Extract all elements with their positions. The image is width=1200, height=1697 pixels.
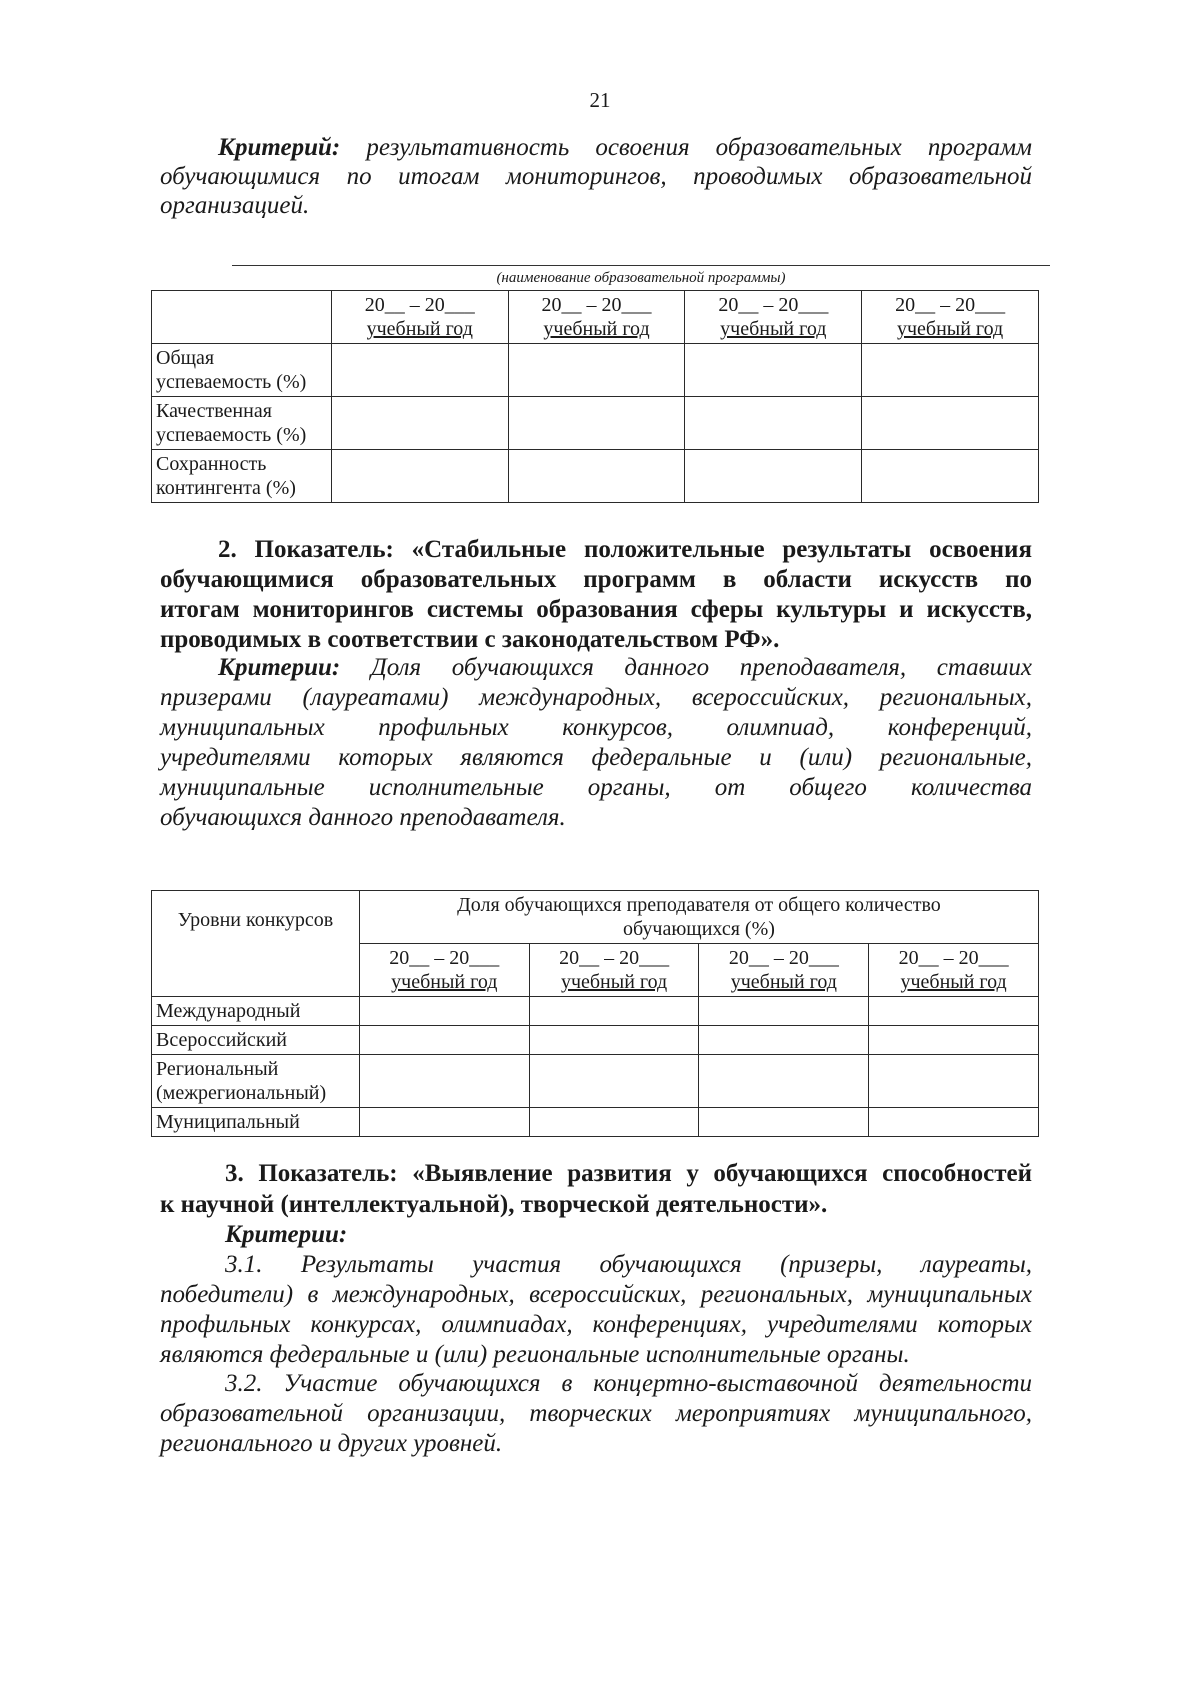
table-row — [152, 1055, 1039, 1108]
row-label-cell: Всероссийский — [152, 1026, 360, 1055]
data-cell — [508, 344, 685, 397]
data-cell — [862, 397, 1039, 450]
section3-heading — [160, 1158, 1032, 1220]
data-cell — [699, 997, 869, 1026]
criteria-line — [160, 653, 1032, 683]
year-header-cell: 20__ – 20___ учебный год — [359, 944, 529, 997]
row-label-cell: Муниципальный — [152, 1108, 360, 1137]
data-cell — [869, 997, 1039, 1026]
row-label-cell: Международный — [152, 997, 360, 1026]
item-line: профильных конкурсах, олимпиадах, конференциях, учредителями которых — [160, 1311, 1032, 1338]
data-cell — [699, 1108, 869, 1137]
program-name-caption: (наименование образовательной программы) — [496, 270, 786, 286]
table-row — [152, 1026, 1039, 1055]
criteria-line-text: Доля обучающихся данного преподавателя, ставших — [370, 654, 1032, 681]
data-cell — [869, 1026, 1039, 1055]
item-line: 3.2. Участие обучающихся в концертно-выставочной деятельности — [225, 1370, 1032, 1397]
data-cell — [529, 1108, 699, 1137]
table-row — [152, 450, 1039, 503]
year-header-cell: 20__ – 20___ учебный год — [508, 291, 685, 344]
data-cell — [359, 997, 529, 1026]
table-row — [152, 397, 1039, 450]
data-cell — [359, 1026, 529, 1055]
section2-heading-line: проводимых в соответствии с законодательством РФ». — [160, 626, 780, 653]
item-line: регионального и других уровней. — [160, 1430, 503, 1457]
results-table — [151, 290, 1039, 503]
section2-heading-line: 2. Показатель: «Стабильные положительные результаты освоения — [218, 536, 1032, 563]
section2-criteria — [160, 653, 1032, 833]
criterion1-line1-text: результативность освоения образовательных программ — [366, 134, 1032, 161]
year-header-cell: 20__ – 20___ учебный год — [331, 291, 508, 344]
table-header-row — [152, 291, 1039, 344]
program-name-line — [232, 265, 1050, 266]
year-header-cell: 20__ – 20___ учебный год — [869, 944, 1039, 997]
data-cell — [862, 450, 1039, 503]
data-cell — [331, 450, 508, 503]
data-cell — [529, 1026, 699, 1055]
table-row — [152, 1108, 1039, 1137]
section3-heading-line: 3. Показатель: «Выявление развития у обучающихся способностей — [225, 1160, 1032, 1187]
data-cell — [359, 1108, 529, 1137]
data-cell — [331, 397, 508, 450]
criterion1-text — [160, 133, 1032, 220]
row-label-cell: Качественная успеваемость (%) — [152, 397, 332, 450]
section3-item1 — [160, 1250, 1032, 1370]
page-number: 21 — [589, 88, 611, 112]
criteria-line: муниципальные исполнительные органы, от общего количества — [160, 774, 1032, 801]
data-cell — [529, 997, 699, 1026]
share-header-cell: Доля обучающихся преподавателя от общего количество обучающихся (%) — [359, 891, 1038, 944]
data-cell — [331, 344, 508, 397]
criterion1-label: Критерий: — [218, 134, 341, 161]
item-line: 3.1. Результаты участия обучающихся (призеры, лауреаты, — [225, 1251, 1032, 1278]
data-cell — [699, 1026, 869, 1055]
criterion1-line: обучающимися по итогам мониторингов, проводимых образовательной — [160, 163, 1032, 190]
item-line: являются федеральные и (или) региональные исполнительные органы. — [160, 1341, 910, 1368]
criterion1-line — [160, 133, 1032, 162]
row-label-cell: Общая успеваемость (%) — [152, 344, 332, 397]
section3-criteria-label: Критерии: — [225, 1221, 348, 1248]
data-cell — [869, 1108, 1039, 1137]
data-cell — [699, 1055, 869, 1108]
section2-heading-line: обучающимися образовательных программ в области искусств по — [160, 566, 1032, 593]
year-header-cell: 20__ – 20___ учебный год — [529, 944, 699, 997]
section3-item2 — [160, 1369, 1032, 1459]
year-header-cell: 20__ – 20___ учебный год — [699, 944, 869, 997]
row-label-cell: Региональный (межрегиональный) — [152, 1055, 360, 1108]
item-line: образовательной организации, творческих мероприятиях муниципального, — [160, 1400, 1032, 1427]
data-cell — [685, 397, 862, 450]
data-cell — [685, 450, 862, 503]
data-cell — [862, 344, 1039, 397]
criterion1-line: организацией. — [160, 192, 310, 219]
criteria-line: муниципальных профильных конкурсов, олимпиад, конференций, — [160, 714, 1032, 741]
criteria-line: обучающихся данного преподавателя. — [160, 804, 566, 831]
levels-header-cell: Уровни конкурсов — [152, 891, 360, 997]
criteria-line: учредителями которых являются федеральные и (или) региональные, — [160, 744, 1032, 771]
section3-heading-line: к научной (интеллектуальной), творческой деятельности». — [160, 1191, 828, 1218]
item-line: победители) в международных, всероссийских, региональных, муниципальных — [160, 1281, 1032, 1308]
data-cell — [529, 1055, 699, 1108]
section2-heading — [160, 535, 1032, 655]
data-cell — [869, 1055, 1039, 1108]
year-header-cell: 20__ – 20___ учебный год — [685, 291, 862, 344]
header-empty-cell — [152, 291, 332, 344]
data-cell — [359, 1055, 529, 1108]
table-header-row — [152, 891, 1039, 944]
data-cell — [685, 344, 862, 397]
year-header-cell: 20__ – 20___ учебный год — [862, 291, 1039, 344]
data-cell — [508, 397, 685, 450]
table-row — [152, 997, 1039, 1026]
criteria-line: призерами (лауреатами) международных, всероссийских, региональных, — [160, 684, 1032, 711]
data-cell — [508, 450, 685, 503]
section2-heading-line: итогам мониторингов системы образования сферы культуры и искусств, — [160, 596, 1032, 623]
contest-levels-table — [151, 890, 1039, 1137]
row-label-cell: Сохранность контингента (%) — [152, 450, 332, 503]
table-row — [152, 344, 1039, 397]
criteria-label: Критерии: — [218, 654, 341, 681]
